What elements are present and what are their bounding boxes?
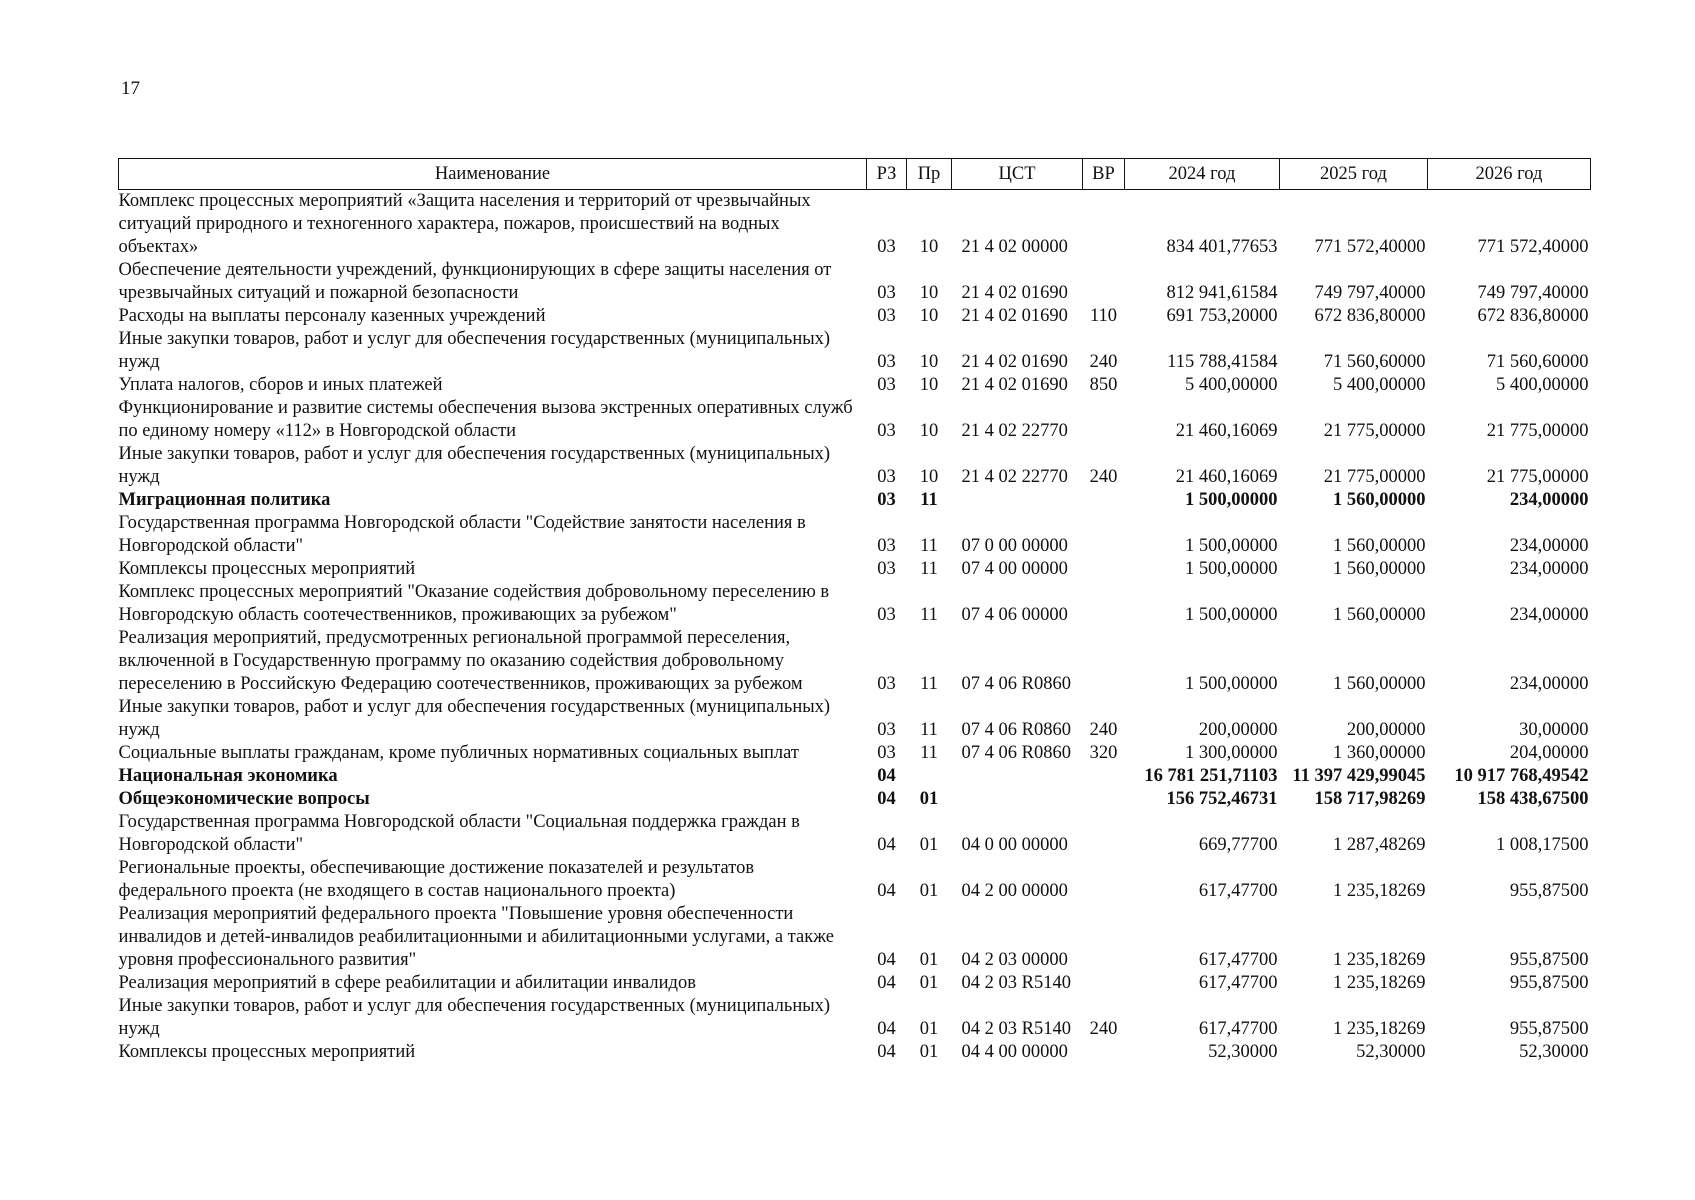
row-2025: 1 560,00000 bbox=[1333, 536, 1426, 556]
row-2026: 234,00000 bbox=[1509, 605, 1589, 625]
row-2024: 617,47700 bbox=[1198, 950, 1278, 970]
row-rz: 03 bbox=[877, 306, 896, 326]
row-2026: 955,87500 bbox=[1509, 881, 1589, 901]
row-vr bbox=[1083, 581, 1125, 627]
header-rz: РЗ bbox=[867, 159, 907, 190]
row-pr: 11 bbox=[920, 674, 938, 694]
row-vr bbox=[1083, 558, 1125, 581]
row-2026: 955,87500 bbox=[1509, 950, 1589, 970]
row-2025: 672 836,80000 bbox=[1314, 306, 1426, 326]
row-vr: 850 bbox=[1089, 375, 1118, 395]
row-2025: 1 560,00000 bbox=[1333, 490, 1426, 510]
row-vr: 320 bbox=[1089, 743, 1118, 763]
row-pr: 10 bbox=[919, 375, 939, 395]
row-vr bbox=[1083, 811, 1125, 857]
row-2025: 1 560,00000 bbox=[1333, 559, 1426, 579]
row-name: Реализация мероприятий в сфере реабилитации и абилитации инвалидов bbox=[118, 973, 696, 993]
row-rz: 04 bbox=[877, 881, 896, 901]
row-2024: 1 500,00000 bbox=[1185, 559, 1278, 579]
row-rz: 03 bbox=[877, 467, 896, 487]
row-2026: 1 008,17500 bbox=[1496, 835, 1589, 855]
header-vr: ВР bbox=[1083, 159, 1125, 190]
table-row bbox=[119, 489, 1591, 512]
row-2025: 1 235,18269 bbox=[1333, 881, 1426, 901]
row-2025: 1 560,00000 bbox=[1333, 674, 1426, 694]
row-2026: 30,00000 bbox=[1519, 720, 1589, 740]
table-row bbox=[119, 581, 1591, 627]
row-pr: 11 bbox=[920, 605, 938, 625]
row-pr: 10 bbox=[919, 283, 939, 303]
row-cst bbox=[952, 765, 1083, 788]
row-2024: 617,47700 bbox=[1198, 881, 1278, 901]
row-pr: 11 bbox=[920, 720, 938, 740]
row-cst: 21 4 02 01690 bbox=[961, 306, 1068, 326]
row-cst: 07 4 06 R0860 bbox=[961, 674, 1071, 694]
row-cst: 21 4 02 22770 bbox=[961, 467, 1068, 487]
row-name: Иные закупки товаров, работ и услуг для обеспечения государственных (муниципальных) нужд bbox=[118, 996, 831, 1039]
row-2024: 21 460,16069 bbox=[1175, 467, 1278, 487]
row-2024: 5 400,00000 bbox=[1185, 375, 1278, 395]
row-2026: 234,00000 bbox=[1509, 674, 1589, 694]
row-name: Иные закупки товаров, работ и услуг для обеспечения государственных (муниципальных) нужд bbox=[118, 329, 831, 372]
header-2025: 2025 год bbox=[1280, 159, 1428, 190]
table-row bbox=[119, 742, 1591, 765]
row-rz: 03 bbox=[877, 237, 896, 257]
row-2026: 21 775,00000 bbox=[1486, 467, 1589, 487]
row-pr: 01 bbox=[919, 835, 939, 855]
row-2024: 617,47700 bbox=[1198, 973, 1278, 993]
row-pr: 11 bbox=[920, 743, 938, 763]
row-cst: 04 0 00 00000 bbox=[961, 835, 1068, 855]
row-2024: 115 788,41584 bbox=[1167, 352, 1278, 372]
row-vr: 110 bbox=[1089, 306, 1118, 326]
row-pr: 01 bbox=[919, 789, 939, 809]
row-2024: 669,77700 bbox=[1198, 835, 1278, 855]
row-2024: 691 753,20000 bbox=[1166, 306, 1278, 326]
row-rz: 03 bbox=[877, 674, 896, 694]
table-row bbox=[119, 1041, 1591, 1064]
row-2025: 21 775,00000 bbox=[1323, 467, 1426, 487]
row-cst: 04 4 00 00000 bbox=[961, 1042, 1068, 1062]
row-2024: 200,00000 bbox=[1198, 720, 1278, 740]
row-cst: 21 4 02 22770 bbox=[961, 421, 1068, 441]
row-vr bbox=[1083, 972, 1125, 995]
row-2025: 1 235,18269 bbox=[1333, 950, 1426, 970]
row-2026: 955,87500 bbox=[1509, 1019, 1589, 1039]
table-row bbox=[119, 328, 1591, 374]
row-cst: 07 4 06 00000 bbox=[961, 605, 1068, 625]
row-2024: 52,30000 bbox=[1208, 1042, 1278, 1062]
table-row bbox=[119, 627, 1591, 696]
row-2025: 1 360,00000 bbox=[1333, 743, 1426, 763]
row-rz: 03 bbox=[877, 352, 896, 372]
table-row bbox=[119, 811, 1591, 857]
row-pr: 11 bbox=[920, 490, 938, 510]
row-2025: 11 397 429,99045 bbox=[1292, 766, 1426, 786]
row-vr bbox=[1083, 1041, 1125, 1064]
row-2024: 617,47700 bbox=[1198, 1019, 1278, 1039]
row-vr: 240 bbox=[1089, 720, 1118, 740]
row-vr bbox=[1083, 627, 1125, 696]
row-2025: 1 235,18269 bbox=[1333, 973, 1426, 993]
row-2026: 10 917 768,49542 bbox=[1454, 766, 1589, 786]
row-vr bbox=[1083, 765, 1125, 788]
table-row bbox=[119, 903, 1591, 972]
row-2026: 234,00000 bbox=[1509, 536, 1589, 556]
row-2026: 158 438,67500 bbox=[1477, 789, 1589, 809]
row-2025: 21 775,00000 bbox=[1323, 421, 1426, 441]
row-name: Иные закупки товаров, работ и услуг для обеспечения государственных (муниципальных) нужд bbox=[118, 444, 831, 487]
row-vr bbox=[1083, 397, 1125, 443]
row-2025: 71 560,60000 bbox=[1323, 352, 1426, 372]
table-row bbox=[119, 443, 1591, 489]
table-row bbox=[119, 972, 1591, 995]
row-name: Государственная программа Новгородской области "Социальная поддержка граждан в Новгородской области" bbox=[118, 812, 800, 855]
row-2025: 158 717,98269 bbox=[1314, 789, 1426, 809]
header-row bbox=[119, 159, 1591, 190]
table-row bbox=[119, 305, 1591, 328]
row-2024: 834 401,77653 bbox=[1166, 237, 1278, 257]
row-rz: 04 bbox=[877, 973, 896, 993]
row-2026: 234,00000 bbox=[1509, 559, 1589, 579]
table-row bbox=[119, 765, 1591, 788]
row-vr: 240 bbox=[1089, 352, 1118, 372]
row-2024: 1 500,00000 bbox=[1185, 674, 1278, 694]
row-2026: 955,87500 bbox=[1509, 973, 1589, 993]
row-name: Национальная экономика bbox=[118, 766, 338, 786]
row-name: Иные закупки товаров, работ и услуг для обеспечения государственных (муниципальных) нужд bbox=[118, 697, 831, 740]
row-2024: 1 500,00000 bbox=[1185, 536, 1278, 556]
row-name: Реализация мероприятий федерального проекта "Повышение уровня обеспеченности инвалидов и детей-инвалидов реабилитационными и абилитационными услугами, а также уровня профессионального развития" bbox=[118, 904, 834, 970]
row-name: Комплексы процессных мероприятий bbox=[118, 1042, 416, 1062]
table-row bbox=[119, 857, 1591, 903]
row-cst: 21 4 02 00000 bbox=[961, 237, 1068, 257]
row-2025: 1 235,18269 bbox=[1333, 1019, 1426, 1039]
row-cst bbox=[952, 489, 1083, 512]
row-name: Общеэкономические вопросы bbox=[118, 789, 370, 809]
row-pr bbox=[907, 765, 952, 788]
row-cst: 21 4 02 01690 bbox=[961, 283, 1068, 303]
row-cst: 04 2 03 R5140 bbox=[961, 1019, 1071, 1039]
row-vr bbox=[1083, 512, 1125, 558]
row-cst: 04 2 03 00000 bbox=[961, 950, 1068, 970]
row-cst: 21 4 02 01690 bbox=[961, 375, 1068, 395]
row-name: Расходы на выплаты персоналу казенных учреждений bbox=[118, 306, 546, 326]
header-2026: 2026 год bbox=[1428, 159, 1591, 190]
row-2026: 21 775,00000 bbox=[1486, 421, 1589, 441]
row-cst: 04 2 00 00000 bbox=[961, 881, 1068, 901]
row-2025: 52,30000 bbox=[1356, 1042, 1426, 1062]
row-pr: 01 bbox=[919, 881, 939, 901]
row-name: Реализация мероприятий, предусмотренных региональной программой переселения, включенной в Государственную программу по оказанию содействия добровольному переселению в Российскую Федерацию соотечественников, проживающих за рубежом bbox=[118, 628, 803, 694]
row-pr: 01 bbox=[919, 1042, 939, 1062]
row-rz: 04 bbox=[877, 835, 896, 855]
row-name: Функционирование и развитие системы обеспечения вызова экстренных оперативных служб по единому номеру «112» в Новгородской области bbox=[118, 398, 853, 441]
row-2024: 21 460,16069 bbox=[1175, 421, 1278, 441]
row-name: Миграционная политика bbox=[118, 490, 331, 510]
row-vr bbox=[1083, 857, 1125, 903]
row-rz: 03 bbox=[877, 421, 896, 441]
row-vr bbox=[1083, 788, 1125, 811]
row-2025: 1 560,00000 bbox=[1333, 605, 1426, 625]
row-2024: 1 500,00000 bbox=[1185, 490, 1278, 510]
row-name: Комплекс процессных мероприятий "Оказание содействия добровольному переселению в Новгородскую область соотечественников, проживающих за рубежом" bbox=[118, 582, 830, 625]
table-row bbox=[119, 696, 1591, 742]
row-2026: 5 400,00000 bbox=[1496, 375, 1589, 395]
row-rz: 03 bbox=[877, 536, 896, 556]
row-rz: 03 bbox=[877, 720, 896, 740]
row-name: Уплата налогов, сборов и иных платежей bbox=[118, 375, 443, 395]
row-pr: 10 bbox=[919, 421, 939, 441]
header-name: Наименование bbox=[119, 159, 867, 190]
table-row bbox=[119, 259, 1591, 305]
row-cst: 07 4 06 R0860 bbox=[961, 743, 1071, 763]
table-row bbox=[119, 512, 1591, 558]
row-2025: 771 572,40000 bbox=[1314, 237, 1426, 257]
table-body bbox=[119, 190, 1591, 1065]
row-name: Комплексы процессных мероприятий bbox=[118, 559, 416, 579]
budget-table bbox=[118, 158, 1591, 1064]
row-2026: 204,00000 bbox=[1509, 743, 1589, 763]
row-2025: 1 287,48269 bbox=[1333, 835, 1426, 855]
row-2024: 1 500,00000 bbox=[1185, 605, 1278, 625]
row-2026: 672 836,80000 bbox=[1477, 306, 1589, 326]
row-rz: 03 bbox=[877, 743, 896, 763]
row-rz: 04 bbox=[877, 766, 896, 786]
row-vr: 240 bbox=[1089, 467, 1118, 487]
row-vr: 240 bbox=[1089, 1019, 1118, 1039]
row-2026: 771 572,40000 bbox=[1477, 237, 1589, 257]
row-2026: 71 560,60000 bbox=[1486, 352, 1589, 372]
row-rz: 04 bbox=[877, 950, 896, 970]
table-row bbox=[119, 397, 1591, 443]
row-cst: 07 4 00 00000 bbox=[961, 559, 1068, 579]
row-pr: 10 bbox=[919, 467, 939, 487]
row-rz: 03 bbox=[877, 605, 896, 625]
header-pr: Пр bbox=[907, 159, 952, 190]
row-name: Региональные проекты, обеспечивающие достижение показателей и результатов федерального проекта (не входящего в состав национального проекта) bbox=[118, 858, 755, 901]
row-pr: 01 bbox=[919, 1019, 939, 1039]
row-pr: 10 bbox=[919, 352, 939, 372]
row-vr bbox=[1083, 903, 1125, 972]
row-rz: 04 bbox=[877, 1042, 896, 1062]
table-header bbox=[119, 159, 1591, 190]
row-rz: 03 bbox=[877, 375, 896, 395]
table-row bbox=[119, 995, 1591, 1041]
row-rz: 03 bbox=[877, 490, 896, 510]
row-2026: 52,30000 bbox=[1519, 1042, 1589, 1062]
row-cst: 04 2 03 R5140 bbox=[961, 973, 1071, 993]
table-row bbox=[119, 558, 1591, 581]
row-2024: 16 781 251,71103 bbox=[1144, 766, 1278, 786]
row-rz: 04 bbox=[877, 789, 896, 809]
row-name: Государственная программа Новгородской области "Содействие занятости населения в Новгородской области" bbox=[118, 513, 806, 556]
row-2026: 749 797,40000 bbox=[1477, 283, 1589, 303]
row-name: Комплекс процессных мероприятий «Защита населения и территорий от чрезвычайных ситуаций природного и техногенного характера, пожаров, происшествий на водных объектах» bbox=[118, 191, 811, 257]
row-pr: 11 bbox=[920, 559, 938, 579]
row-rz: 03 bbox=[877, 283, 896, 303]
header-cst: ЦСТ bbox=[952, 159, 1083, 190]
row-cst: 07 0 00 00000 bbox=[961, 536, 1068, 556]
row-2024: 812 941,61584 bbox=[1166, 283, 1278, 303]
row-cst bbox=[952, 788, 1083, 811]
row-pr: 10 bbox=[919, 237, 939, 257]
row-pr: 10 bbox=[919, 306, 939, 326]
row-2025: 749 797,40000 bbox=[1314, 283, 1426, 303]
page-number: 17 bbox=[121, 78, 140, 99]
row-vr bbox=[1083, 259, 1125, 305]
row-2025: 5 400,00000 bbox=[1333, 375, 1426, 395]
row-2025: 200,00000 bbox=[1346, 720, 1426, 740]
row-2026: 234,00000 bbox=[1509, 490, 1589, 510]
table-row bbox=[119, 788, 1591, 811]
row-2024: 156 752,46731 bbox=[1166, 789, 1278, 809]
row-2024: 1 300,00000 bbox=[1185, 743, 1278, 763]
table-row bbox=[119, 190, 1591, 260]
row-rz: 04 bbox=[877, 1019, 896, 1039]
row-cst: 07 4 06 R0860 bbox=[961, 720, 1071, 740]
row-name: Обеспечение деятельности учреждений, функционирующих в сфере защиты населения от чрезвычайных ситуаций и пожарной безопасности bbox=[118, 260, 832, 303]
row-pr: 11 bbox=[920, 536, 938, 556]
row-cst: 21 4 02 01690 bbox=[961, 352, 1068, 372]
row-name: Социальные выплаты гражданам, кроме публичных нормативных социальных выплат bbox=[118, 743, 799, 763]
row-vr bbox=[1083, 190, 1125, 260]
table-row bbox=[119, 374, 1591, 397]
row-vr bbox=[1083, 489, 1125, 512]
header-2024: 2024 год bbox=[1125, 159, 1280, 190]
row-pr: 01 bbox=[919, 973, 939, 993]
row-pr: 01 bbox=[919, 950, 939, 970]
row-rz: 03 bbox=[877, 559, 896, 579]
